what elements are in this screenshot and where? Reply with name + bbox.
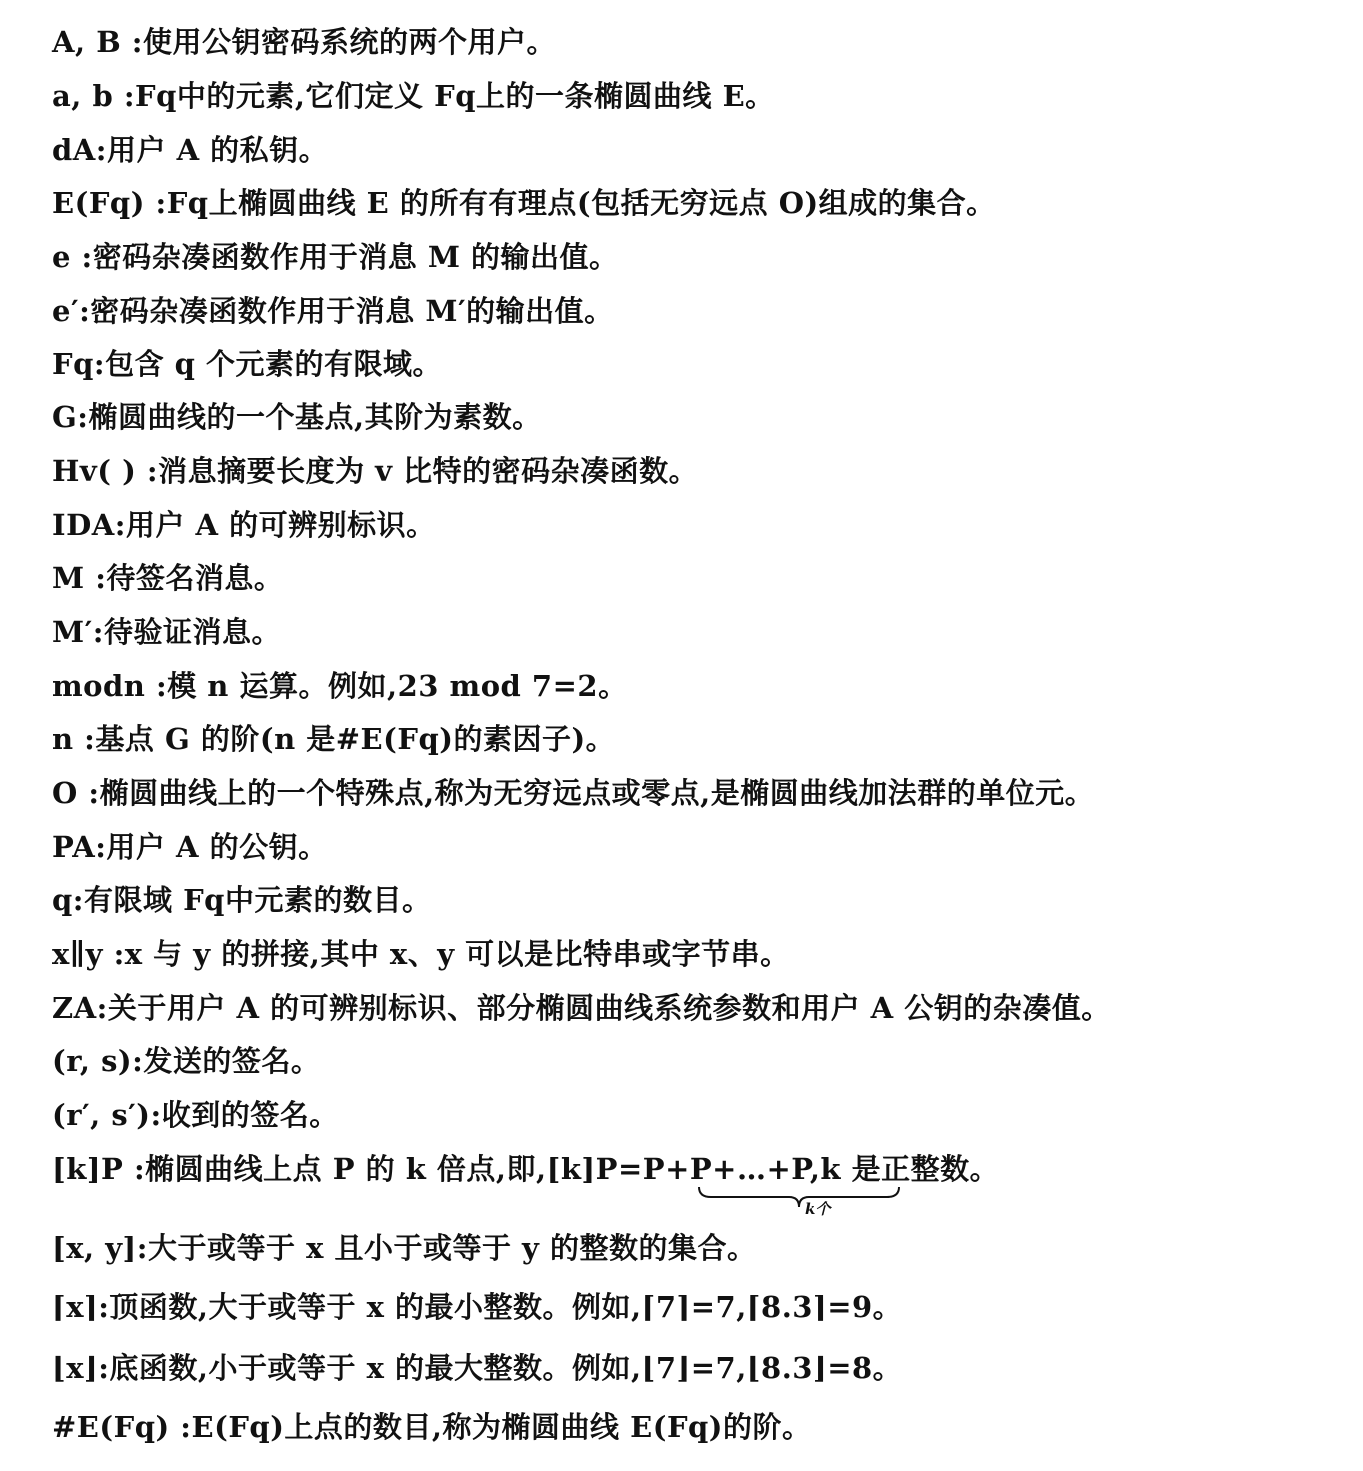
glossary-line: O :椭圆曲线上的一个特殊点,称为无穷远点或零点,是椭圆曲线加法群的单位元。 xyxy=(52,776,1095,810)
glossary-line: dA:用户 A 的私钥。 xyxy=(52,133,329,167)
glossary-line: x∥y :x 与 y 的拼接,其中 x、y 可以是比特串或字节串。 xyxy=(52,937,790,971)
glossary-line: a, b :Fq中的元素,它们定义 Fq上的一条椭圆曲线 E。 xyxy=(52,79,775,113)
glossary-line: [x, y]:大于或等于 x 且小于或等于 y 的整数的集合。 xyxy=(52,1231,757,1265)
glossary-line: modn :模 n 运算。例如,23 mod 7=2。 xyxy=(52,669,628,703)
glossary-line: M :待签名消息。 xyxy=(52,561,284,595)
glossary-line: Fq:包含 q 个元素的有限域。 xyxy=(52,347,443,381)
glossary-line: [k]P :椭圆曲线上点 P 的 k 倍点,即,[k]P=P+P+…+P,k 是正整数。 xyxy=(52,1152,1000,1186)
glossary-line: #E(Fq) :E(Fq)上点的数目,称为椭圆曲线 E(Fq)的阶。 xyxy=(52,1410,812,1444)
glossary-line: e :密码杂凑函数作用于消息 M 的输出值。 xyxy=(52,240,619,274)
glossary-line: (r, s):发送的签名。 xyxy=(52,1044,321,1078)
glossary-line: IDA:用户 A 的可辨别标识。 xyxy=(52,508,436,542)
underbrace xyxy=(697,1183,902,1217)
underbrace-label: k个 xyxy=(805,1200,831,1218)
glossary-line: ⌈x⌉:顶函数,大于或等于 x 的最小整数。例如,⌈7⌉=7,⌈8.3⌉=9。 xyxy=(52,1290,903,1324)
glossary-line: (r′, s′):收到的签名。 xyxy=(52,1098,339,1132)
glossary-line: PA:用户 A 的公钥。 xyxy=(52,830,328,864)
glossary-line: q:有限域 Fq中元素的数目。 xyxy=(52,883,432,917)
glossary-line: ZA:关于用户 A 的可辨别标识、部分椭圆曲线系统参数和用户 A 公钥的杂凑值。 xyxy=(52,991,1111,1025)
glossary-line: n :基点 G 的阶(n 是#E(Fq)的素因子)。 xyxy=(52,722,616,756)
glossary-line: A, B :使用公钥密码系统的两个用户。 xyxy=(52,25,557,59)
glossary-line: ⌊x⌋:底函数,小于或等于 x 的最大整数。例如,⌊7⌋=7,⌊8.3⌋=8。 xyxy=(52,1351,903,1385)
glossary-line: Hv( ) :消息摘要长度为 v 比特的密码杂凑函数。 xyxy=(52,454,699,488)
glossary-line: E(Fq) :Fq上椭圆曲线 E 的所有有理点(包括无穷远点 O)组成的集合。 xyxy=(52,186,996,220)
glossary-line: e′:密码杂凑函数作用于消息 M′的输出值。 xyxy=(52,294,614,328)
glossary-line: G:椭圆曲线的一个基点,其阶为素数。 xyxy=(52,400,542,434)
glossary-line: M′:待验证消息。 xyxy=(52,615,281,649)
